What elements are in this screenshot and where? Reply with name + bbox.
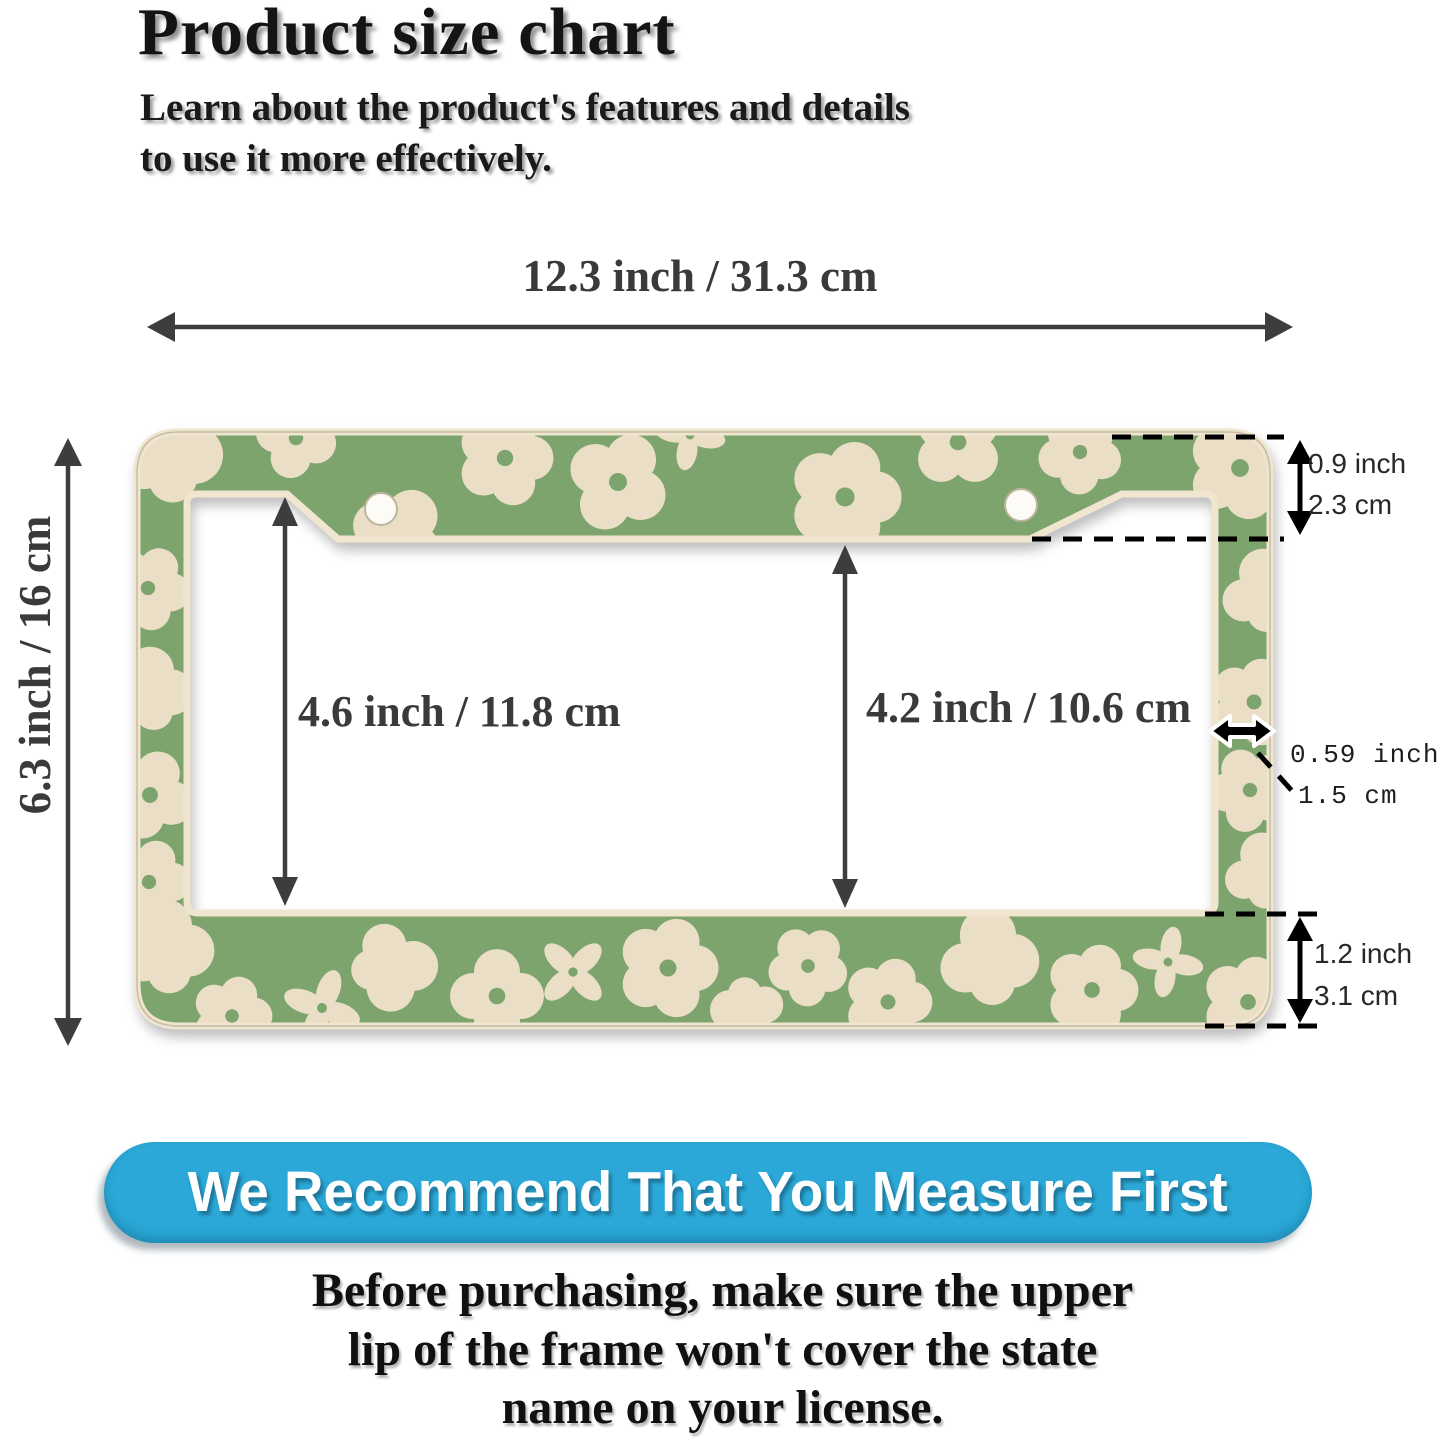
side-rail-cm-label: 1.5 cm [1298, 781, 1398, 811]
top-lip-cm-label: 2.3 cm [1308, 489, 1393, 520]
inner-height-arrow-left [272, 497, 298, 906]
screw-hole-left [365, 493, 397, 525]
bottom-rail-arrow [1287, 917, 1313, 1023]
recommendation-banner [104, 1142, 1312, 1243]
purchase-note-line-2: lip of the frame won't cover the state [347, 1322, 1098, 1376]
inner-height-right-label: 4.2 inch / 10.6 cm [866, 683, 1192, 732]
bottom-rail-cm-label: 3.1 cm [1314, 980, 1399, 1011]
overall-width-label: 12.3 inch / 31.3 cm [522, 251, 878, 301]
overall-height-label: 6.3 inch / 16 cm [10, 515, 60, 815]
purchase-note [0, 1262, 1445, 1438]
subtitle-line-1: Learn about the product's features and details [140, 86, 910, 129]
recommendation-banner-text: We Recommend That You Measure First [188, 1160, 1228, 1224]
bottom-rail-inch-label: 1.2 inch [1314, 938, 1413, 969]
side-rail-inch-label: 0.59 inch [1290, 740, 1440, 770]
purchase-note-line-1: Before purchasing, make sure the upper [311, 1264, 1134, 1317]
purchase-note-line-3: name on your license. [501, 1381, 944, 1435]
inner-height-arrow-right [832, 545, 858, 908]
page-title: Product size chart [138, 0, 676, 69]
width-arrow [147, 312, 1293, 342]
inner-height-left-label: 4.6 inch / 11.8 cm [298, 687, 621, 736]
subtitle-line-2: to use it more effectively. [140, 137, 552, 181]
screw-hole-right [1005, 489, 1037, 521]
top-lip-inch-label: 0.9 inch [1308, 448, 1407, 479]
